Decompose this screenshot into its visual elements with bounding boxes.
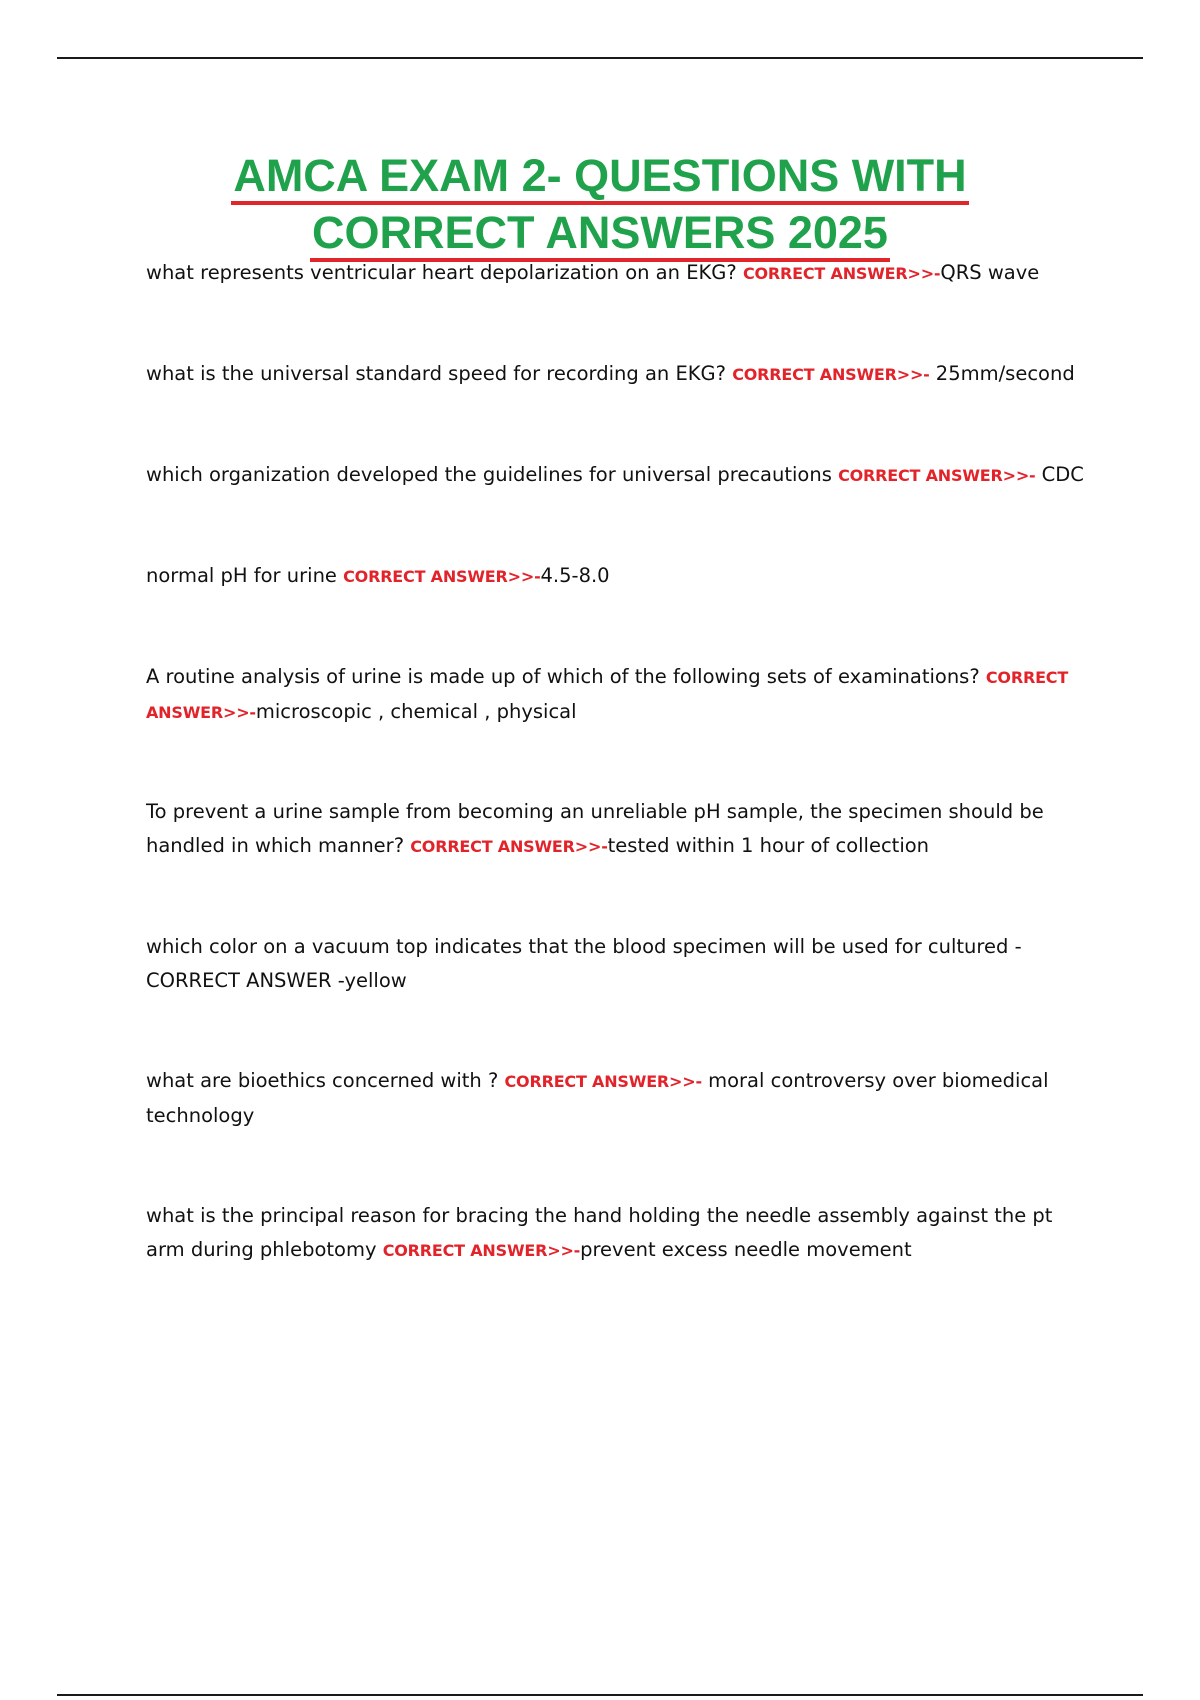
- question-text: what is the universal standard speed for recording an EKG?: [146, 362, 733, 385]
- qa-item-2: [146, 357, 1086, 392]
- question-text: what represents ventricular heart depolarization on an EKG?: [146, 261, 743, 284]
- title-line-1: AMCA EXAM 2- QUESTIONS WITH: [231, 151, 968, 205]
- question-text: To prevent a urine sample from becoming an unreliable pH sample, the specimen should be handled in which manner?: [146, 800, 1044, 857]
- answer-text: QRS wave: [940, 261, 1040, 284]
- question-text: what are bioethics concerned with ?: [146, 1069, 505, 1092]
- correct-answer-marker: CORRECT ANSWER>>-: [410, 837, 608, 856]
- answer-text: 4.5-8.0: [540, 564, 610, 587]
- correct-answer-marker: CORRECT ANSWER>>-: [343, 567, 541, 586]
- correct-answer-marker: CORRECT ANSWER>>-: [382, 1241, 581, 1260]
- answer-text: microscopic , chemical , physical: [255, 700, 577, 723]
- question-text: A routine analysis of urine is made up of which of the following sets of examinations?: [146, 665, 986, 688]
- qa-item-5: [146, 660, 1086, 730]
- qa-item-9: [146, 1199, 1086, 1268]
- answer-text: moral controversy over biomedical technology: [146, 1069, 1049, 1127]
- qa-item-8: [146, 1064, 1086, 1133]
- title-line-2: CORRECT ANSWERS 2025: [310, 208, 890, 262]
- correct-answer-marker: CORRECT ANSWER>>-: [732, 365, 930, 384]
- qa-item-6: [146, 795, 1086, 864]
- question-text: what is the principal reason for bracing the hand holding the needle assembly against the pt arm during phlebotomy: [146, 1204, 1053, 1261]
- correct-answer-marker: CORRECT ANSWER>>-: [146, 668, 1069, 722]
- qa-item-4: [146, 559, 1086, 594]
- correct-answer-marker: CORRECT ANSWER>>-: [504, 1072, 702, 1091]
- question-text: which color on a vacuum top indicates that the blood specimen will be used for cultured -: [146, 935, 1022, 958]
- answer-text: 25mm/second: [929, 362, 1075, 385]
- correct-answer-plain-marker: CORRECT ANSWER -: [146, 969, 345, 992]
- question-text: normal pH for urine: [146, 564, 344, 587]
- answer-text: tested within 1 hour of collection: [607, 834, 930, 857]
- qa-item-1: [146, 256, 1086, 291]
- bottom-rule: [57, 1694, 1143, 1696]
- qa-item-3: [146, 458, 1086, 493]
- top-rule: [57, 57, 1143, 59]
- answer-text: yellow: [344, 969, 407, 992]
- correct-answer-marker: CORRECT ANSWER>>-: [742, 264, 941, 283]
- document-title: [0, 148, 1200, 262]
- answer-text: prevent excess needle movement: [580, 1238, 912, 1261]
- question-text: which organization developed the guidelines for universal precautions: [146, 463, 839, 486]
- answer-text: CDC: [1035, 463, 1084, 486]
- correct-answer-marker: CORRECT ANSWER>>-: [838, 466, 1036, 485]
- qa-item-7: [146, 930, 1086, 998]
